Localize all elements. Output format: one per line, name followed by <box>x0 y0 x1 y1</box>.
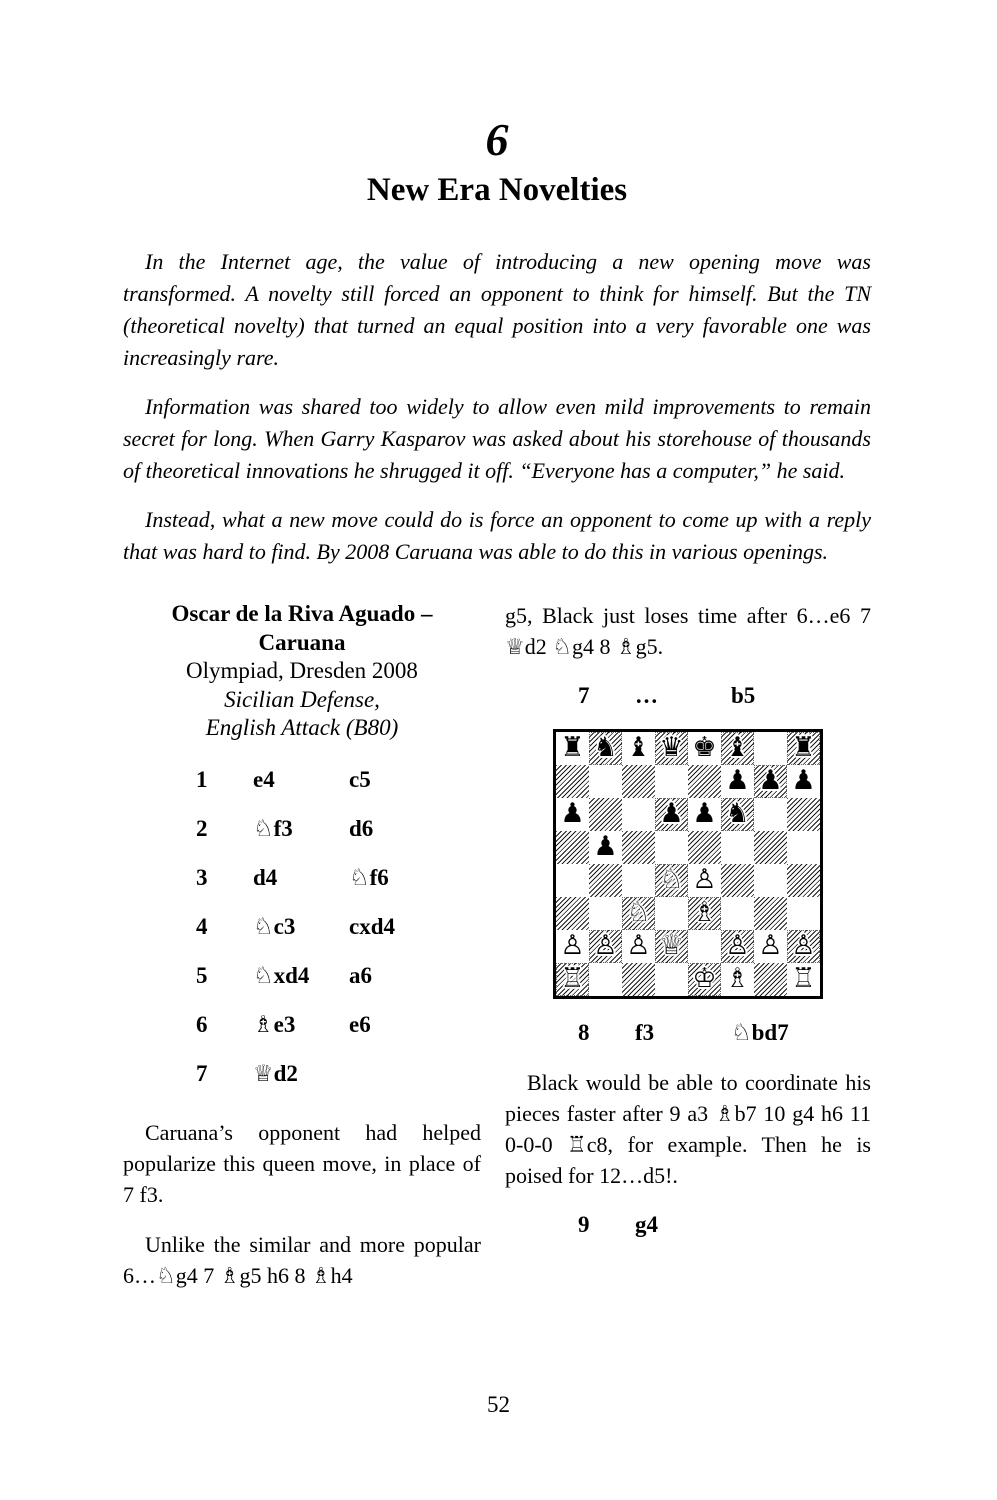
board-square <box>622 963 655 996</box>
board-square <box>787 798 820 831</box>
board-square <box>655 963 688 996</box>
board-square <box>721 765 754 798</box>
move-row <box>123 853 481 902</box>
board-square <box>721 963 754 996</box>
board-square <box>655 864 688 897</box>
board-square <box>721 798 754 831</box>
move-row <box>123 902 481 951</box>
board-square <box>721 831 754 864</box>
white-piece-icon: ♙ <box>626 930 651 962</box>
board-square <box>622 831 655 864</box>
board-square <box>721 897 754 930</box>
board-square <box>622 864 655 897</box>
board-square <box>721 864 754 897</box>
white-piece-icon: ♔ <box>692 963 717 995</box>
two-column-section <box>123 600 871 1291</box>
move-number: 1 <box>196 766 208 792</box>
black-move: e6 <box>349 1011 371 1037</box>
board-square <box>622 765 655 798</box>
move-number: 2 <box>196 815 208 841</box>
move-number: 7 <box>196 1060 208 1086</box>
page-number: 52 <box>487 1392 510 1417</box>
black-move: ♘bd7 <box>731 1020 789 1046</box>
move-row <box>123 951 481 1000</box>
black-move: ♘f6 <box>349 864 389 890</box>
black-move: b5 <box>731 683 756 709</box>
black-piece-icon: ♟ <box>791 765 816 797</box>
board-square <box>787 864 820 897</box>
board-square <box>622 732 655 765</box>
white-move: ♘c3 <box>253 913 296 939</box>
white-piece-icon: ♙ <box>692 864 717 896</box>
white-piece-icon: ♙ <box>560 930 585 962</box>
move-number: 3 <box>196 864 208 890</box>
intro-paragraph-1: In the Internet age, the value of introducing a new opening move was transformed. A novelty still forced an opponent to think for himself. But the TN (theoretical novelty) that turned an equal position into a very favorable one was increasingly rare. <box>123 249 871 371</box>
board-square <box>688 930 721 963</box>
game-event: Olympiad, Dresden 2008 <box>186 658 418 684</box>
game-players-line-2: Caruana <box>258 629 346 655</box>
white-move: e4 <box>253 766 275 792</box>
black-piece-icon: ♟ <box>593 831 618 863</box>
black-piece-icon: ♚ <box>692 732 717 764</box>
black-piece-icon: ♟ <box>758 765 783 797</box>
move-line-9 <box>505 1210 871 1240</box>
black-piece-icon: ♞ <box>725 798 750 830</box>
white-piece-icon: ♙ <box>758 930 783 962</box>
chapter-number: 6 <box>485 114 509 165</box>
black-piece-icon: ♜ <box>560 732 585 764</box>
left-paragraph-2: Unlike the similar and more popular 6…♘g4 7 ♗g5 h6 8 ♗h4 <box>123 1231 481 1288</box>
board-square <box>655 765 688 798</box>
black-piece-icon: ♟ <box>659 798 684 830</box>
move-line-8 <box>505 1018 871 1048</box>
black-move <box>731 1210 871 1240</box>
board-square <box>589 897 622 930</box>
board-square <box>688 798 721 831</box>
board-square <box>556 930 589 963</box>
board-square <box>589 831 622 864</box>
board-square <box>556 963 589 996</box>
board-square <box>754 864 787 897</box>
black-piece-icon: ♟ <box>692 798 717 830</box>
white-move: ♘f3 <box>253 815 293 841</box>
move-number: 5 <box>196 962 208 988</box>
white-piece-icon: ♘ <box>626 897 651 929</box>
board-square <box>589 963 622 996</box>
move-number: 9 <box>578 1212 590 1238</box>
move-number: 7 <box>578 683 590 709</box>
moves-table <box>123 755 481 1098</box>
white-move: d4 <box>253 864 278 890</box>
board-square <box>589 864 622 897</box>
right-column <box>505 600 871 1257</box>
board-square <box>754 963 787 996</box>
board-square <box>622 798 655 831</box>
board-square <box>754 930 787 963</box>
white-piece-icon: ♙ <box>593 930 618 962</box>
black-move: a6 <box>349 962 372 988</box>
board-square <box>787 732 820 765</box>
white-move: ♘xd4 <box>253 962 310 988</box>
white-move: … <box>635 683 658 709</box>
white-piece-icon: ♗ <box>725 963 750 995</box>
board-square <box>754 831 787 864</box>
board-square <box>787 930 820 963</box>
board-square <box>787 831 820 864</box>
move-line-7 <box>505 681 871 711</box>
white-piece-icon: ♕ <box>659 930 684 962</box>
black-piece-icon: ♞ <box>593 732 618 764</box>
board-square <box>556 831 589 864</box>
intro-paragraph-2: Information was shared too widely to allow even mild improvements to remain secret for long. When Garry Kasparov was asked about his storehouse of thousands of theoretical innovations he shrugged it off. “Everyone has a computer,” he said. <box>123 394 871 484</box>
board-square <box>787 963 820 996</box>
board-square <box>688 864 721 897</box>
board-square <box>556 765 589 798</box>
move-number: 4 <box>196 913 208 939</box>
white-piece-icon: ♖ <box>560 963 585 995</box>
board-square <box>721 732 754 765</box>
game-opening-line-2: English Attack (B80) <box>205 715 399 741</box>
white-piece-icon: ♙ <box>791 930 816 962</box>
board-square <box>655 831 688 864</box>
board-square <box>688 765 721 798</box>
board-square <box>754 798 787 831</box>
game-players-line-1: Oscar de la Riva Aguado – <box>171 601 433 627</box>
intro-section <box>123 246 871 568</box>
board-square <box>754 765 787 798</box>
white-piece-icon: ♘ <box>659 864 684 896</box>
board-square <box>721 930 754 963</box>
white-move: f3 <box>635 1020 655 1046</box>
game-opening-line-1: Sicilian Defense, <box>224 686 380 712</box>
board-square <box>688 732 721 765</box>
game-header <box>123 600 481 743</box>
board-square <box>655 897 688 930</box>
intro-paragraph-3: Instead, what a new move could do is force an opponent to come up with a reply that was hard to find. By 2008 Caruana was able to do this in various openings. <box>123 507 871 565</box>
board-square <box>688 963 721 996</box>
move-row <box>123 755 481 804</box>
left-paragraph-1: Caruana’s opponent had helped popularize this queen move, in place of 7 f3. <box>123 1119 481 1207</box>
board-square <box>589 798 622 831</box>
board-square <box>754 732 787 765</box>
chapter-title: New Era Novelties <box>366 172 628 209</box>
board-square <box>688 831 721 864</box>
right-paragraph-mid: Black would be able to coordinate his pieces faster after 9 a3 ♗b7 10 g4 h6 11 0-0-0 ♖c8, for example. Then he is poised for 12…d5!. <box>505 1070 871 1189</box>
chess-board <box>553 729 823 999</box>
move-row <box>123 1000 481 1049</box>
move-row <box>123 1049 481 1098</box>
board-square <box>688 897 721 930</box>
left-column <box>123 600 481 1291</box>
black-piece-icon: ♜ <box>791 732 816 764</box>
white-move: ♕d2 <box>253 1060 298 1086</box>
board-square <box>556 897 589 930</box>
white-move: ♗e3 <box>253 1011 296 1037</box>
board-square <box>754 897 787 930</box>
black-move <box>349 1049 481 1098</box>
board-square <box>589 765 622 798</box>
black-piece-icon: ♝ <box>626 732 651 764</box>
board-square <box>655 930 688 963</box>
board-square <box>787 897 820 930</box>
black-move: c5 <box>349 766 371 792</box>
white-move: g4 <box>635 1212 658 1238</box>
white-piece-icon: ♙ <box>725 930 750 962</box>
move-row <box>123 804 481 853</box>
board-square <box>787 765 820 798</box>
board-square <box>589 732 622 765</box>
board-square <box>556 798 589 831</box>
board-square <box>589 930 622 963</box>
right-paragraph-top: g5, Black just loses time after 6…e6 7 ♕d2 ♘g4 8 ♗g5. <box>505 603 871 660</box>
black-piece-icon: ♝ <box>725 732 750 764</box>
black-piece-icon: ♛ <box>659 732 684 764</box>
board-square <box>655 798 688 831</box>
black-move: d6 <box>349 815 374 841</box>
board-square <box>556 732 589 765</box>
move-number: 8 <box>578 1020 590 1046</box>
chess-diagram <box>553 729 823 999</box>
black-move: cxd4 <box>349 913 395 939</box>
board-square <box>622 897 655 930</box>
move-number: 6 <box>196 1011 208 1037</box>
white-piece-icon: ♗ <box>692 897 717 929</box>
board-square <box>556 864 589 897</box>
board-square <box>655 732 688 765</box>
black-piece-icon: ♟ <box>725 765 750 797</box>
board-square <box>622 930 655 963</box>
black-piece-icon: ♟ <box>560 798 585 830</box>
white-piece-icon: ♖ <box>791 963 816 995</box>
